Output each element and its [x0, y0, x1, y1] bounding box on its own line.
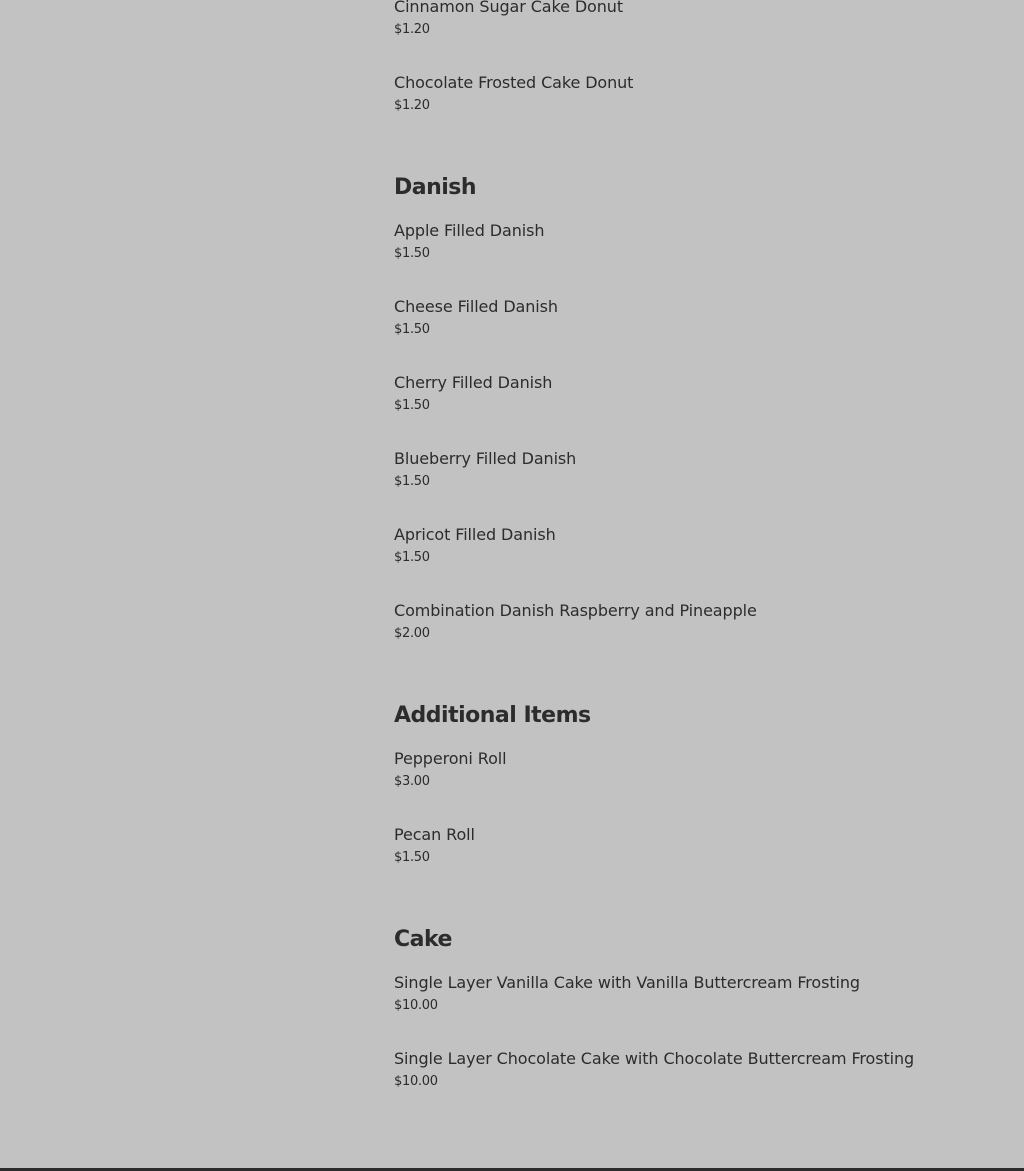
menu-item-price: $1.50 — [394, 550, 430, 565]
menu-item-price: $10.00 — [394, 1074, 438, 1089]
menu-item-name: Cheese Filled Danish — [394, 297, 558, 316]
menu-item[interactable] — [394, 297, 994, 347]
menu-item-name: Apple Filled Danish — [394, 221, 545, 240]
menu-item[interactable] — [394, 73, 994, 123]
menu-item-price: $1.50 — [394, 398, 430, 413]
menu-item[interactable] — [394, 973, 994, 1023]
menu-item[interactable] — [394, 1049, 994, 1099]
menu-item-name: Cherry Filled Danish — [394, 373, 553, 392]
menu-item[interactable] — [394, 825, 994, 875]
menu-item-price: $1.20 — [394, 22, 430, 37]
menu-item-name: Blueberry Filled Danish — [394, 449, 577, 468]
menu-item-name: Single Layer Vanilla Cake with Vanilla Buttercream Frosting — [394, 973, 860, 992]
menu-item-price: $1.20 — [394, 98, 430, 113]
menu-item[interactable] — [394, 373, 994, 423]
menu-item-name: Combination Danish Raspberry and Pineapple — [394, 601, 757, 620]
menu-item[interactable] — [394, 449, 994, 499]
menu-item[interactable] — [394, 0, 994, 47]
menu-item-price: $1.50 — [394, 474, 430, 489]
menu-item-name: Apricot Filled Danish — [394, 525, 556, 544]
menu-item[interactable] — [394, 749, 994, 799]
menu-item[interactable] — [394, 601, 994, 651]
menu-item[interactable] — [394, 525, 994, 575]
menu-item-name: Pecan Roll — [394, 825, 475, 844]
menu-item-name: Single Layer Chocolate Cake with Chocolate Buttercream Frosting — [394, 1049, 915, 1068]
menu-item-name: Pepperoni Roll — [394, 749, 507, 768]
menu-item-price: $1.50 — [394, 246, 430, 261]
menu-item-price: $1.50 — [394, 322, 430, 337]
menu-item-price: $3.00 — [394, 774, 430, 789]
section-title: Additional Items — [394, 703, 591, 728]
menu-item-price: $2.00 — [394, 626, 430, 641]
menu-item-name: Chocolate Frosted Cake Donut — [394, 73, 634, 92]
menu-item-name: Cinnamon Sugar Cake Donut — [394, 0, 623, 16]
section-title: Cake — [394, 927, 452, 952]
section-title: Danish — [394, 175, 477, 200]
menu-item-price: $1.50 — [394, 850, 430, 865]
menu-item[interactable] — [394, 221, 994, 271]
menu-item-price: $10.00 — [394, 998, 438, 1013]
